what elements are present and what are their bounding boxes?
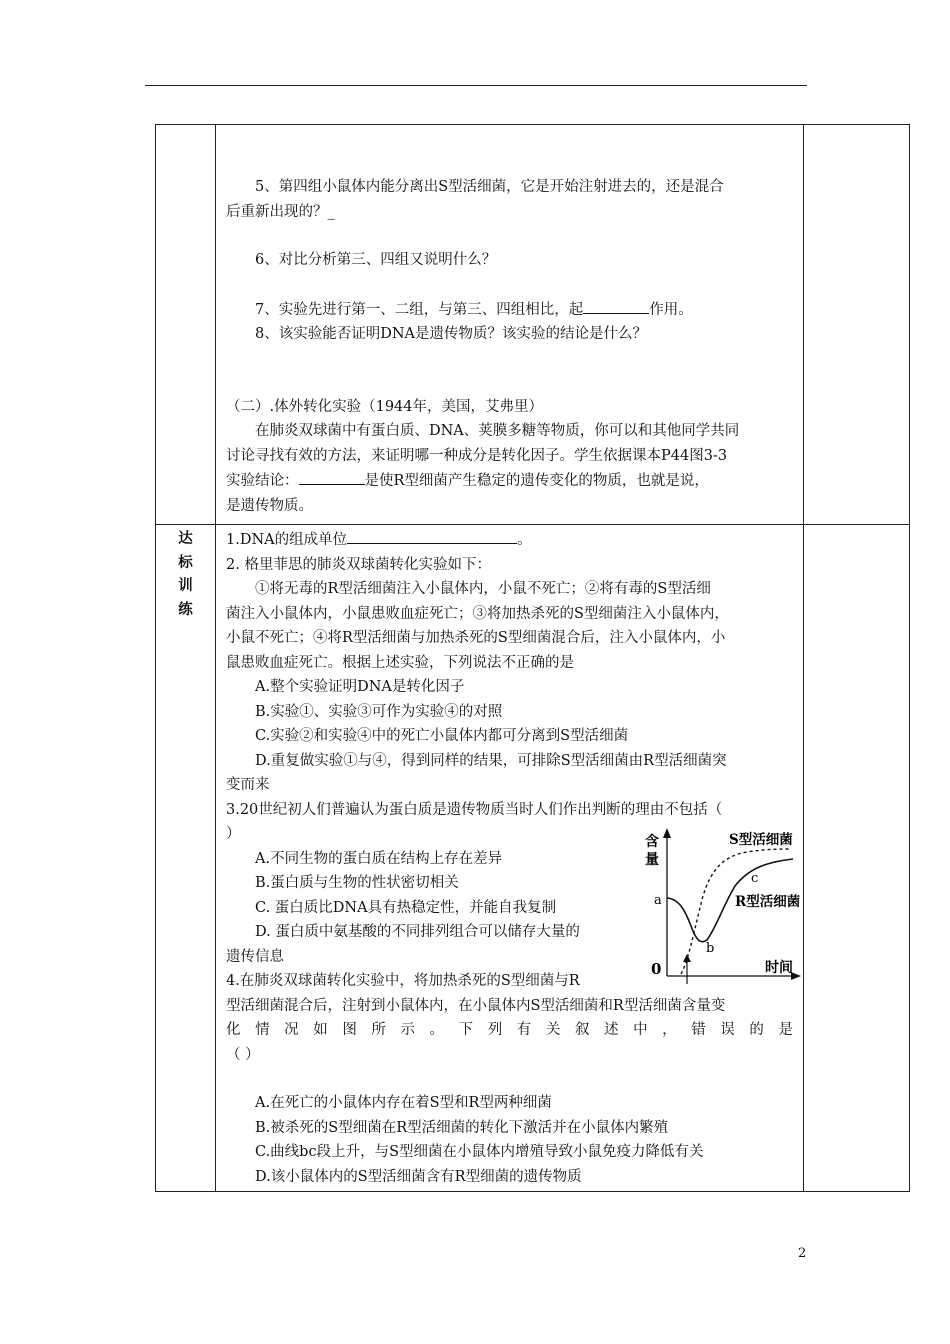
part2-line1: 在肺炎双球菌中有蛋白质、DNA、荚膜多糖等物质，你可以和其他同学共同 [255, 423, 740, 439]
q4-option-d: D.该小鼠体内的S型活细菌含有R型细菌的遗传物质 [255, 1168, 582, 1185]
q2-option-c: C.实验②和实验④中的死亡小鼠体内都可分离到S型活细菌 [255, 728, 629, 744]
page-number: 2 [798, 1246, 807, 1261]
injection-arrow-head [683, 954, 691, 962]
q7-answer-blank[interactable] [583, 297, 649, 314]
q7-before: 7、实验先进行第一、二组，与第三、四组相比，起 [255, 301, 584, 318]
part2-line3-after: 是使R型细菌产生稳定的遗传变化的物质，也就是说， [364, 473, 709, 489]
q3-option-d-line2: 遗传信息 [226, 948, 284, 965]
training-note-cell [804, 525, 910, 1192]
row1-note-cell [804, 125, 910, 525]
table-row [156, 125, 910, 525]
q1 [226, 527, 793, 553]
part2-answer-blank[interactable] [299, 468, 365, 485]
bacteria-growth-figure [631, 826, 801, 986]
r-curve-label: R型活细菌 [735, 894, 801, 910]
q1-answer-blank[interactable] [347, 527, 517, 544]
training-label-cell [156, 525, 216, 1192]
y-axis-arrow [663, 828, 671, 838]
training-label [156, 525, 215, 622]
label-char: 标 [178, 554, 193, 571]
point-a-label: a [654, 893, 662, 908]
q5-line2: 后重新出现的？_ [226, 203, 335, 220]
q4-option-a: A.在死亡的小鼠体内存在着S型和R型两种细菌 [255, 1095, 552, 1111]
lesson-table [155, 124, 910, 1192]
q2-line1: ①将无毒的R型活细菌注入小鼠体内，小鼠不死亡；②将有毒的S型活细 [255, 581, 711, 597]
q3-line2: ） [226, 826, 241, 842]
point-b-label: b [706, 941, 715, 956]
q2-line2: 菌注入小鼠体内，小鼠患败血症死亡；③将加热杀死的S型细菌注入小鼠体内， [226, 605, 729, 622]
q4-line4: （ ） [226, 1046, 260, 1063]
part2-line3 [226, 468, 793, 494]
q2-line4: 鼠患败血症死亡。根据上述实验，下列说法不正确的是 [226, 654, 574, 671]
part2-line2: 讨论寻找有效的方法，来证明哪一种成分是转化因子。学生依据课本P44图3-3 [226, 447, 728, 464]
q7 [226, 297, 793, 323]
q2-option-d-line2: 变而来 [226, 777, 270, 793]
row1-label-cell [156, 125, 216, 525]
q3-line1: 3.20世纪初人们普遍认为蛋白质是遗传物质当时人们作出判断的理由不包括（ [226, 801, 723, 818]
q4-line2: 型活细菌混合后，注射到小鼠体内，在小鼠体内S型活细菌和R型活细菌含量变 [226, 997, 726, 1014]
q1-after: 。 [517, 532, 532, 548]
q5-line1: 5、第四组小鼠体内能分离出S型活细菌，它是开始注射进去的，还是混合 [255, 179, 724, 195]
q3-option-c: C. 蛋白质比DNA具有热稳定性，并能自我复制 [255, 899, 557, 916]
origin-label: 0 [651, 960, 662, 978]
q6: 6、对比分析第三、四组又说明什么？ [255, 252, 497, 268]
q8: 8、该实验能否证明DNA是遗传物质？该实验的结论是什么？ [255, 326, 648, 342]
q4-option-c: C.曲线bc段上升，与S型细菌在小鼠体内增殖导致小鼠免疫力降低有关 [255, 1144, 704, 1160]
q4-line3: 化情况如图所示。下列有关叙述中，错误的是 [226, 1022, 793, 1038]
q3-option-a: A.不同生物的蛋白质在结构上存在差异 [255, 850, 503, 867]
y-label-bottom: 量 [645, 852, 659, 868]
training-content-cell [216, 525, 804, 1192]
q2-title: 2. 格里菲思的肺炎双球菌转化实验如下： [226, 556, 491, 573]
point-c-label: c [751, 871, 759, 886]
y-label-top: 含 [645, 834, 659, 850]
part2-title: （二）.体外转化实验（1944年，美国，艾弗里） [226, 398, 544, 415]
q3-option-d-line1: D. 蛋白质中氨基酸的不同排列组合可以储存大量的 [255, 924, 580, 940]
label-char: 达 [178, 531, 193, 547]
q2-option-d-line1: D.重复做实验①与④，得到同样的结果，可排除S型活细菌由R型活细菌突 [255, 752, 727, 769]
s-bacteria-curve [681, 849, 791, 974]
part2-line3-before: 实验结论： [226, 473, 299, 489]
q4-line1: 4.在肺炎双球菌转化实验中，将加热杀死的S型细菌与R [226, 973, 580, 989]
q2-option-a: A.整个实验证明DNA是转化因子 [255, 679, 465, 695]
row1-content-cell [216, 125, 804, 525]
table-row [156, 525, 910, 1192]
x-label: 时间 [765, 960, 793, 976]
label-char: 练 [178, 601, 193, 618]
q4-option-b: B.被杀死的S型细菌在R型活细菌的转化下激活并在小鼠体内繁殖 [255, 1119, 669, 1136]
q2-line3: 小鼠不死亡；④将R型活细菌与加热杀死的S型细菌混合后，注入小鼠体内，小 [226, 630, 726, 646]
s-curve-label: S型活细菌 [729, 832, 793, 848]
header-rule [145, 85, 807, 86]
q7-after: 作用。 [649, 301, 693, 318]
q3-option-b: B.蛋白质与生物的性状密切相关 [255, 875, 459, 891]
q1-before: 1.DNA的组成单位 [226, 532, 348, 548]
part2-line4: 是遗传物质。 [226, 497, 313, 514]
label-char: 训 [178, 578, 193, 594]
q2-option-b: B.实验①、实验③可作为实验④的对照 [255, 703, 503, 720]
